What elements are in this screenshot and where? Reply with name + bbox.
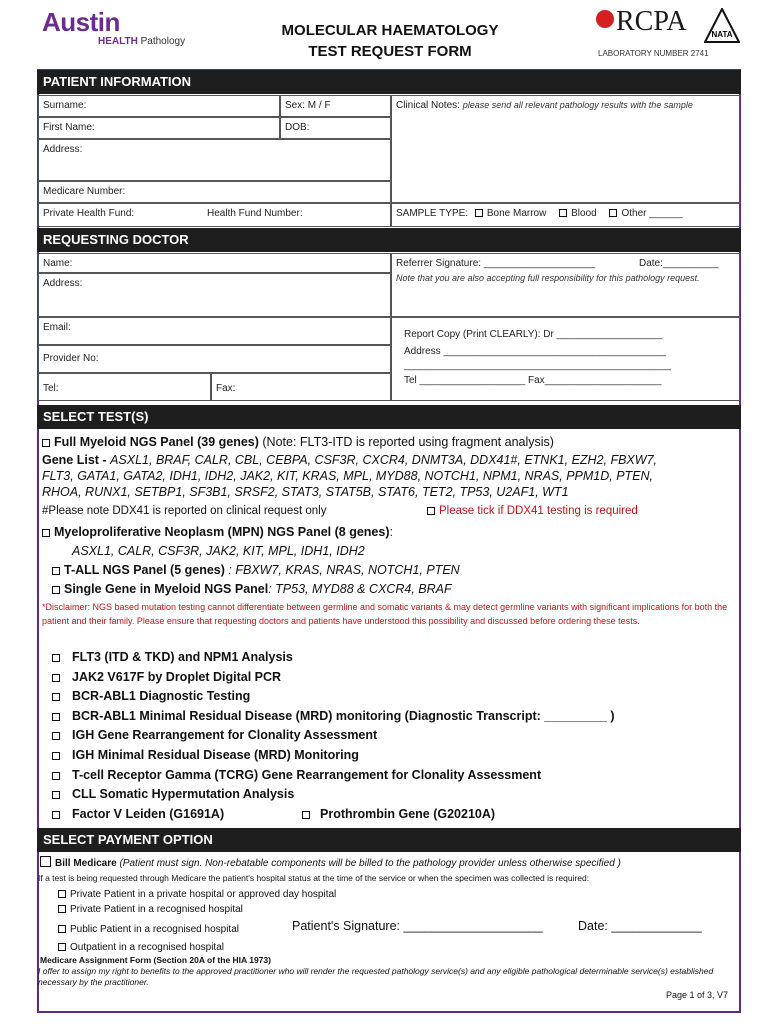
mpn-panel-label: Myeloproliferative Neoplasm (MPN) NGS Panel (8 genes) [54, 525, 390, 539]
report-copy-field[interactable] [391, 317, 740, 401]
surname-label: Surname: [43, 100, 87, 111]
signature-date-field[interactable] [578, 919, 702, 933]
private-health-fund-label: Private Health Fund: [43, 208, 135, 219]
referrer-date-label: Date:__________ [639, 258, 719, 269]
provider-no-field[interactable] [38, 345, 391, 373]
nata-logo [704, 8, 740, 44]
doctor-fax-label: Fax: [216, 383, 236, 394]
test-list-item [52, 707, 732, 727]
patient-signature-label: Patient's Signature: ____________________ [292, 919, 543, 933]
referrer-signature-label: Referrer Signature: ____________________ [396, 258, 596, 269]
logo-health: HEALTH [98, 36, 138, 47]
sex-field[interactable] [280, 95, 391, 117]
ddx41-tick-label: Please tick if DDX41 testing is required [439, 505, 638, 517]
test-list-item [52, 785, 732, 805]
doctor-email-label: Email: [43, 322, 71, 333]
myeloid-panel-note: (Note: FLT3-ITD is reported using fragment analysis) [258, 435, 554, 449]
copy-address-line2: ________________________________________________ [404, 360, 671, 371]
surname-field[interactable] [38, 95, 280, 117]
rcpa-text: RCPA [616, 6, 687, 37]
nata-icon [704, 8, 740, 44]
medicare-label: Medicare Number: [43, 186, 126, 197]
first-name-label: First Name: [43, 122, 95, 133]
test-list-item [52, 668, 732, 688]
signature-date-label: Date: _____________ [578, 919, 702, 933]
opt1-checkbox[interactable] [58, 890, 66, 898]
page-number: Page 1 of 3, V7 [666, 990, 729, 1000]
test-label: T-cell Receptor Gamma (TCRG) Gene Rearrangement for Clonality Assessment [72, 767, 542, 782]
lab-number: LABORATORY NUMBER 2741 [598, 49, 709, 58]
test-list-item [52, 726, 732, 746]
bone-marrow-label: Bone Marrow [486, 208, 547, 219]
doctor-tel-field[interactable] [38, 373, 211, 401]
test-checkbox[interactable] [52, 791, 60, 799]
test-checkbox[interactable] [52, 693, 60, 701]
single-gene-checkbox[interactable] [52, 586, 60, 594]
mpn-panel-checkbox[interactable] [42, 529, 50, 537]
assignment-title: Medicare Assignment Form (Section 20A of the HIA 1973) [40, 955, 271, 965]
patient-signature-field[interactable] [292, 919, 543, 933]
austin-health-logo [42, 8, 212, 52]
test-checkbox[interactable] [52, 811, 60, 819]
myeloid-panel-label: Full Myeloid NGS Panel (39 genes) [54, 435, 259, 449]
single-gene-list: : TP53, MYD88 & CXCR4, BRAF [268, 582, 452, 596]
other-label: Other ______ [621, 208, 683, 219]
prothrombin-label: Prothrombin Gene (G20210A) [320, 806, 496, 821]
doctor-name-label: Name: [43, 258, 73, 269]
ngs-disclaimer: *Disclaimer: NGS based mutation testing cannot differentiate between germline and somatic variants & may detect germline variants with significant implications for both the patient and their family. Please ensure that requesting doctors and patients have understood this possibility and discussed before ordering these tests. [42, 602, 728, 626]
doctor-name-field[interactable] [38, 253, 391, 273]
title-line2: TEST REQUEST FORM [308, 43, 472, 60]
test-checkbox[interactable] [52, 654, 60, 662]
logo-pathology: Pathology [140, 36, 186, 47]
test-label: IGH Gene Rearrangement for Clonality Assessment [72, 728, 378, 743]
doctor-address-label: Address: [43, 278, 83, 289]
other-checkbox[interactable] [609, 209, 617, 217]
test-checkbox[interactable] [52, 772, 60, 780]
payment-section-header: SELECT PAYMENT OPTION [37, 828, 741, 852]
opt3-label: Public Patient in a recognised hospital [70, 924, 239, 935]
health-fund-row[interactable] [38, 203, 391, 227]
tests-section-header: SELECT TEST(S) [37, 405, 741, 429]
test-list-item [52, 746, 732, 766]
address-field[interactable] [38, 139, 391, 181]
tall-panel-label: T-ALL NGS Panel (5 genes) [64, 563, 225, 577]
title-line1: MOLECULAR HAEMATOLOGY [281, 22, 499, 39]
myeloid-panel-checkbox[interactable] [42, 439, 50, 447]
opt2-label: Private Patient in a recognised hospital [70, 904, 243, 915]
test-list-item [52, 805, 732, 825]
report-copy-label: Report Copy (Print CLEARLY): Dr ___________________ [404, 329, 663, 340]
single-gene-label: Single Gene in Myeloid NGS Panel [64, 582, 269, 596]
dob-label: DOB: [285, 122, 310, 133]
provider-no-label: Provider No: [43, 353, 99, 364]
health-fund-number-label: Health Fund Number: [207, 208, 303, 219]
first-name-field[interactable] [38, 117, 280, 139]
gene-list-line2: FLT3, GATA1, GATA2, IDH1, IDH2, JAK2, KIT, KRAS, MPL, MYD88, NOTCH1, NPM1, NRAS, PPM1D, PTEN, [42, 469, 654, 483]
myeloid-panel-block: Full Myeloid NGS Panel (39 genes) (Note: FLT3-ITD is reported using fragment analysis) Gene List - ASXL1, BRAF, CALR, CBL, CEBPA, CSF3R, CXCR4, DNMT3A, DDX41#, ETNK1, EZH2, FBXW7, FLT3, GATA1, GATA2, IDH1, IDH2, JAK2, KIT, KRAS, MPL, MYD88, NOTCH1, NPM1, NRAS, PPM1D, PTEN, RHOA, RUNX1, SETBP1, SF3B1, SRSF2, STAT3, STAT5B, STAT6, TET2, TP53, U2AF1, WT1 #Please note DDX41 is reported on clinical request only Please tick if DDX41 testing is required Myeloproliferative Neoplasm (MPN) NGS Panel (8 genes): ASXL1, CALR, CSF3R, JAK2, KIT, MPL, IDH1, IDH2 T-ALL NGS Panel (5 genes) : FBXW7, KRAS, NRAS, NOTCH1, PTEN Single Gene in Myeloid NGS Panel: TP53, MYD88 & CXCR4, BRAF *Disclaimer: NGS based mutation testing cannot differentiate between germline and somatic variants & may detect germline variants with significant implications for both the patient and their family. Please ensure that requesting doctors and patients have understood this possibility and discussed before ordering these tests. [42, 433, 737, 628]
clinical-notes-hint: please send all relevant pathology results with the sample [462, 100, 693, 110]
gene-list-line1: ASXL1, BRAF, CALR, CBL, CEBPA, CSF3R, CXCR4, DNMT3A, DDX41#, ETNK1, EZH2, FBXW7, [110, 453, 657, 467]
dob-field[interactable] [280, 117, 391, 139]
bill-medicare-row [40, 856, 740, 869]
opt2-checkbox[interactable] [58, 905, 66, 913]
test-list [52, 648, 732, 824]
rcpa-emblem-icon [596, 10, 614, 28]
sample-type-label: SAMPLE TYPE: [396, 208, 469, 219]
test-label: IGH Minimal Residual Disease (MRD) Monitoring [72, 747, 359, 762]
opt1-label: Private Patient in a private hospital or approved day hospital [70, 889, 337, 900]
form-title [240, 20, 540, 62]
test-label: Factor V Leiden (G1691A) [72, 806, 225, 821]
patient-section-header: PATIENT INFORMATION [37, 70, 741, 94]
hospital-status-instruction: If a test is being requested through Medicare the patient's hospital status at the time of the service or when the specimen was collected is required: [38, 873, 590, 883]
bill-medicare-checkbox[interactable] [40, 856, 51, 867]
doctor-address-field[interactable] [38, 273, 391, 317]
test-label: BCR-ABL1 Diagnostic Testing [72, 689, 251, 704]
test-label: BCR-ABL1 Minimal Residual Disease (MRD) monitoring (Diagnostic Transcript: _________ ) [72, 708, 615, 723]
test-list-item [52, 687, 732, 707]
mpn-gene-list: ASXL1, CALR, CSF3R, JAK2, KIT, MPL, IDH1, IDH2 [72, 544, 365, 558]
test-list-item [52, 766, 732, 786]
doctor-section-header: REQUESTING DOCTOR [37, 228, 741, 252]
test-checkbox[interactable] [52, 732, 60, 740]
test-label: CLL Somatic Hypermutation Analysis [72, 787, 295, 802]
referrer-signature-field[interactable] [391, 253, 740, 317]
gene-list-label: Gene List - [42, 453, 111, 467]
test-label: FLT3 (ITD & TKD) and NPM1 Analysis [72, 650, 293, 664]
sex-label: Sex: M / F [285, 100, 331, 111]
bone-marrow-checkbox[interactable] [475, 209, 483, 217]
test-label: JAK2 V617F by Droplet Digital PCR [72, 669, 282, 684]
doctor-email-field[interactable] [38, 317, 391, 345]
blood-checkbox[interactable] [559, 209, 567, 217]
clinical-notes-label: Clinical Notes: [396, 100, 460, 111]
assignment-text: I offer to assign my right to benefits to the approved practitioner who will render the requested pathology service(s) and any eligible pathological determinable service(s) established necessary by the practitioner. [38, 966, 714, 987]
test-checkbox[interactable] [52, 674, 60, 682]
prothrombin-checkbox[interactable] [302, 811, 310, 819]
opt4-checkbox[interactable] [58, 943, 66, 951]
logo-word: Austin [42, 7, 120, 37]
copy-address-label: Address ________________________________________ [404, 346, 666, 357]
svg-text:NATA: NATA [711, 30, 733, 39]
bill-medicare-note: (Patient must sign. Non-rebatable components will be billed to the pathology provider unless otherwise specified ) [116, 858, 621, 869]
ddx41-note: #Please note DDX41 is reported on clinical request only [42, 505, 327, 517]
doctor-fax-field[interactable] [211, 373, 391, 401]
tall-gene-list: : FBXW7, KRAS, NRAS, NOTCH1, PTEN [224, 563, 460, 577]
test-checkbox[interactable] [52, 752, 60, 760]
blood-label: Blood [571, 208, 597, 219]
bill-medicare-label: Bill Medicare [55, 858, 117, 869]
test-list-item [52, 648, 732, 668]
tall-panel-checkbox[interactable] [52, 567, 60, 575]
ddx41-checkbox[interactable] [427, 507, 435, 515]
rcpa-logo [596, 8, 696, 46]
opt4-label: Outpatient in a recognised hospital [70, 942, 224, 953]
address-label: Address: [43, 144, 83, 155]
clinical-notes-field[interactable] [391, 95, 740, 203]
test-checkbox[interactable] [52, 713, 60, 721]
doctor-tel-label: Tel: [43, 383, 59, 394]
medicare-field[interactable] [38, 181, 391, 203]
responsibility-note: Note that you are also accepting full responsibility for this pathology request. [396, 273, 700, 283]
sample-type-row [391, 203, 740, 227]
copy-tel-fax-label: Tel ___________________ Fax_____________________ [404, 375, 662, 386]
opt3-checkbox[interactable] [58, 925, 66, 933]
gene-list-line3: RHOA, RUNX1, SETBP1, SF3B1, SRSF2, STAT3, STAT5B, STAT6, TET2, TP53, U2AF1, WT1 [42, 485, 569, 499]
